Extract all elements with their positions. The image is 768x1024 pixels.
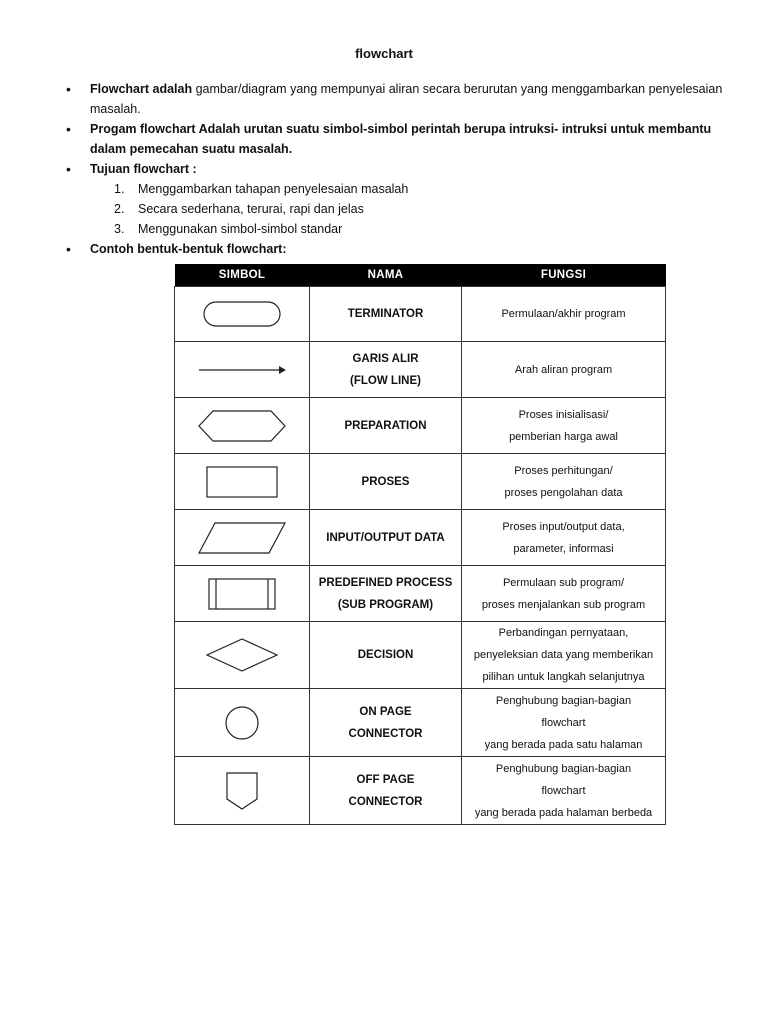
name-text: PROSES: [361, 475, 410, 488]
goal-text: Secara sederhana, terurai, rapi dan jelas: [138, 202, 364, 216]
flowchart-symbol-table: [174, 264, 666, 825]
function-text: yang berada pada halaman berbeda: [474, 806, 653, 819]
name-text: PREDEFINED PROCESS: [318, 576, 453, 589]
name-text: DECISION: [357, 649, 414, 661]
bullet-text: gambar/diagram yang mempunyai aliran secara berurutan yang menggambarkan penyelesaian masalah.: [90, 82, 723, 116]
name-text: CONNECTOR: [348, 795, 423, 808]
name-text: ON PAGE: [359, 705, 412, 718]
decision-diamond-icon: [205, 637, 279, 673]
header-simbol: SIMBOL: [175, 264, 310, 287]
function-cell: [462, 757, 666, 825]
page-title: flowchart: [355, 46, 413, 61]
symbol-cell: [175, 757, 310, 825]
goals-list: [90, 179, 736, 239]
function-cell: [462, 454, 666, 510]
name-text: (FLOW LINE): [350, 374, 421, 387]
function-cell: [462, 622, 666, 689]
table-row: [175, 510, 666, 566]
function-text: Penghubung bagian-bagian: [495, 694, 632, 707]
symbol-cell: [175, 398, 310, 454]
function-text: Proses input/output data,: [502, 520, 625, 533]
bullet-bold-text: Progam flowchart Adalah urutan suatu simbol-simbol perintah berupa intruksi- intruksi untuk membantu dalam pemecahan suatu masalah.: [90, 122, 712, 156]
preparation-hexagon-icon: [197, 409, 287, 443]
goal-item: [90, 219, 736, 239]
function-text: Proses inisialisasi/: [518, 408, 609, 421]
on-page-connector-circle-icon: [224, 705, 260, 741]
name-cell: [310, 622, 462, 689]
name-cell: [310, 454, 462, 510]
goal-item: [90, 199, 736, 219]
bullet-flowchart-definition: [66, 79, 736, 119]
function-text: flowchart: [541, 784, 586, 797]
function-text: Permulaan sub program/: [502, 576, 625, 589]
goal-number: 2.: [114, 202, 125, 216]
process-rectangle-icon: [205, 465, 279, 499]
name-text: TERMINATOR: [347, 308, 424, 320]
input-output-parallelogram-icon: [197, 521, 287, 555]
bullet-bold-text: Flowchart adalah: [90, 82, 193, 96]
name-text: OFF PAGE: [356, 773, 415, 786]
terminator-icon: [202, 299, 282, 329]
name-cell: [310, 287, 462, 342]
function-cell: [462, 342, 666, 398]
flow-line-arrow-icon: [197, 363, 287, 377]
name-text: GARIS ALIR: [352, 352, 419, 365]
function-text: flowchart: [541, 716, 586, 729]
function-text: yang berada pada satu halaman: [484, 738, 643, 751]
symbol-cell: [175, 689, 310, 757]
bullet-bold-text: Contoh bentuk-bentuk flowchart:: [90, 242, 287, 256]
name-text: PREPARATION: [344, 419, 427, 432]
table-row: [175, 398, 666, 454]
function-text: pemberian harga awal: [509, 430, 618, 443]
goal-text: Menggunakan simbol-simbol standar: [138, 222, 343, 236]
function-text: Proses perhitungan/: [514, 464, 613, 477]
header-fungsi: FUNGSI: [462, 264, 666, 287]
symbol-cell: [175, 287, 310, 342]
symbol-cell: [175, 622, 310, 689]
name-text: INPUT/OUTPUT DATA: [326, 531, 445, 544]
goal-number: 3.: [114, 222, 125, 236]
table-row: [175, 757, 666, 825]
predefined-process-icon: [207, 577, 277, 611]
goal-number: 1.: [114, 182, 125, 196]
name-text: CONNECTOR: [348, 727, 423, 740]
table-row: [175, 622, 666, 689]
bullet-program-flowchart: [66, 119, 736, 159]
function-text: proses menjalankan sub program: [481, 598, 646, 611]
name-cell: [310, 689, 462, 757]
function-text: pilihan untuk langkah selanjutnya: [482, 671, 645, 683]
table-row: [175, 454, 666, 510]
function-cell: [462, 510, 666, 566]
table-header-row: [175, 264, 666, 287]
function-text: Arah aliran program: [514, 363, 613, 376]
name-cell: [310, 398, 462, 454]
function-cell: [462, 566, 666, 622]
function-text: parameter, informasi: [513, 542, 614, 555]
table-row: [175, 566, 666, 622]
function-text: Perbandingan pernyataan,: [498, 627, 629, 639]
table-row: [175, 287, 666, 342]
function-cell: [462, 287, 666, 342]
name-cell: [310, 342, 462, 398]
name-cell: [310, 566, 462, 622]
function-text: proses pengolahan data: [504, 486, 623, 499]
name-cell: [310, 510, 462, 566]
bullet-bold-text: Tujuan flowchart :: [90, 162, 197, 176]
symbol-cell: [175, 454, 310, 510]
table-row: [175, 689, 666, 757]
symbol-cell: [175, 342, 310, 398]
symbol-cell: [175, 510, 310, 566]
symbol-cell: [175, 566, 310, 622]
goal-item: [90, 179, 736, 199]
bullet-examples: [66, 239, 736, 259]
function-text: penyeleksian data yang memberikan: [473, 649, 654, 661]
function-text: Permulaan/akhir program: [501, 308, 626, 320]
bullet-goals: [66, 159, 736, 239]
table-row: [175, 342, 666, 398]
function-text: Penghubung bagian-bagian: [495, 762, 632, 775]
goal-text: Menggambarkan tahapan penyelesaian masalah: [138, 182, 409, 196]
off-page-connector-icon: [225, 771, 259, 811]
function-cell: [462, 398, 666, 454]
header-nama: NAMA: [310, 264, 462, 287]
name-cell: [310, 757, 462, 825]
name-text: (SUB PROGRAM): [337, 598, 434, 611]
bullet-list: [66, 79, 736, 259]
function-cell: [462, 689, 666, 757]
